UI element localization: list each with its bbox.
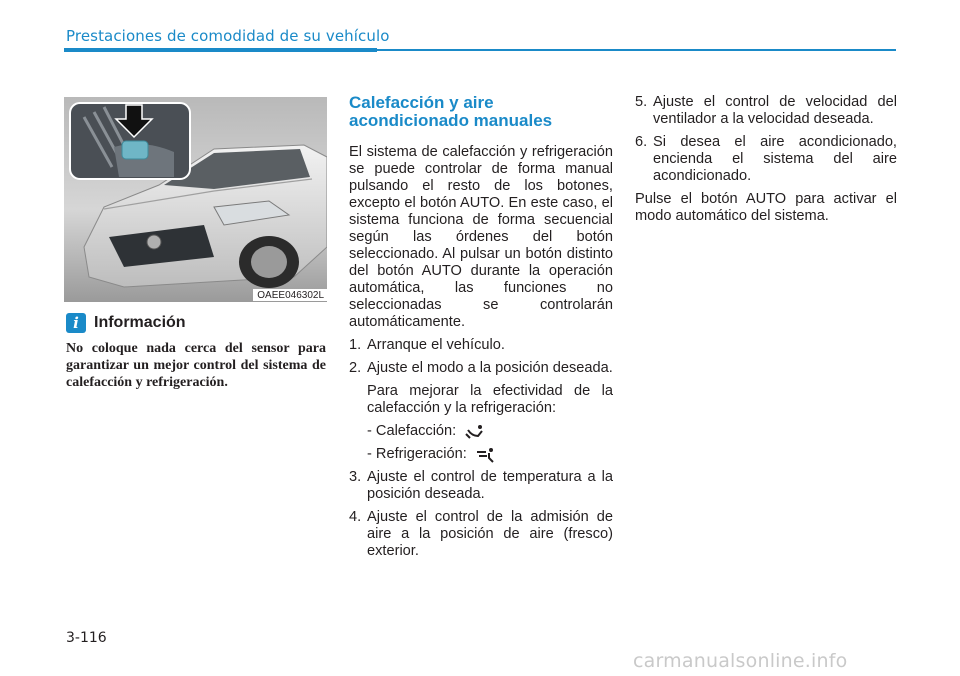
list-item	[349, 360, 613, 377]
step-text: Arranque el vehículo.	[367, 337, 505, 353]
info-text: No coloque nada cerca del sensor para garantizar un mejor control del sistema de calefacción y refrigeración.	[66, 341, 326, 390]
header-rule-thin	[377, 49, 896, 51]
page-number: 3-116	[66, 630, 107, 646]
info-icon: i	[66, 313, 86, 333]
cooling-line	[367, 446, 613, 463]
step-number: 3.	[349, 469, 362, 485]
header-rule-thick	[64, 48, 377, 52]
step-number: 6.	[635, 134, 648, 150]
step-text: Ajuste el control de velocidad del ventilador a la velocidad deseada.	[653, 94, 897, 127]
car-figure	[64, 97, 327, 302]
list-item	[635, 134, 897, 185]
right-column	[635, 94, 897, 231]
step2-note: Para mejorar la efectividad de la calefacción y la refrigeración:	[367, 383, 613, 416]
step-text: Ajuste el control de la admisión de aire a la posición de aire (fresco) exterior.	[367, 509, 613, 559]
step-text: Ajuste el modo a la posición deseada.	[367, 360, 613, 376]
middle-column	[349, 94, 613, 566]
step-number: 1.	[349, 337, 362, 353]
closing-paragraph: Pulse el botón AUTO para activar el modo automático del sistema.	[635, 191, 897, 224]
cooling-label: - Refrigeración:	[367, 446, 467, 462]
step-text: Si desea el aire acondicionado, encienda el sistema del aire acondicionado.	[653, 134, 897, 184]
section-title-line2: acondicionado manuales	[349, 111, 553, 130]
step-number: 4.	[349, 509, 362, 525]
floor-vent-icon	[464, 424, 486, 440]
section-title	[349, 94, 613, 130]
intro-paragraph: El sistema de calefacción y refrigeración se puede controlar de forma manual pulsando el resto de los botones, excepto el botón AUTO. En este caso, el sistema funciona de forma secuencial según las órdenes del botón seleccionado. Al pulsar un botón distinto del botón AUTO durante la operación automática, las funciones no seleccionadas se controlarán automáticamente.	[349, 144, 613, 330]
heating-label: - Calefacción:	[367, 423, 457, 439]
heating-line	[367, 423, 613, 440]
list-item	[635, 94, 897, 128]
step-text: Ajuste el control de temperatura a la posición deseada.	[367, 469, 613, 502]
header-title: Prestaciones de comodidad de su vehículo	[66, 27, 390, 45]
list-item	[349, 509, 613, 560]
car-illustration	[64, 97, 327, 302]
info-title: Información	[94, 314, 186, 331]
watermark: carmanualsonline.info	[633, 650, 848, 672]
figure-code: OAEE046302L	[253, 289, 327, 301]
info-heading	[66, 313, 186, 333]
list-item	[349, 337, 613, 354]
face-vent-icon	[475, 447, 497, 463]
step-number: 2.	[349, 360, 362, 376]
step-number: 5.	[635, 94, 648, 110]
list-item	[349, 469, 613, 503]
section-title-line1: Calefacción y aire	[349, 93, 494, 112]
